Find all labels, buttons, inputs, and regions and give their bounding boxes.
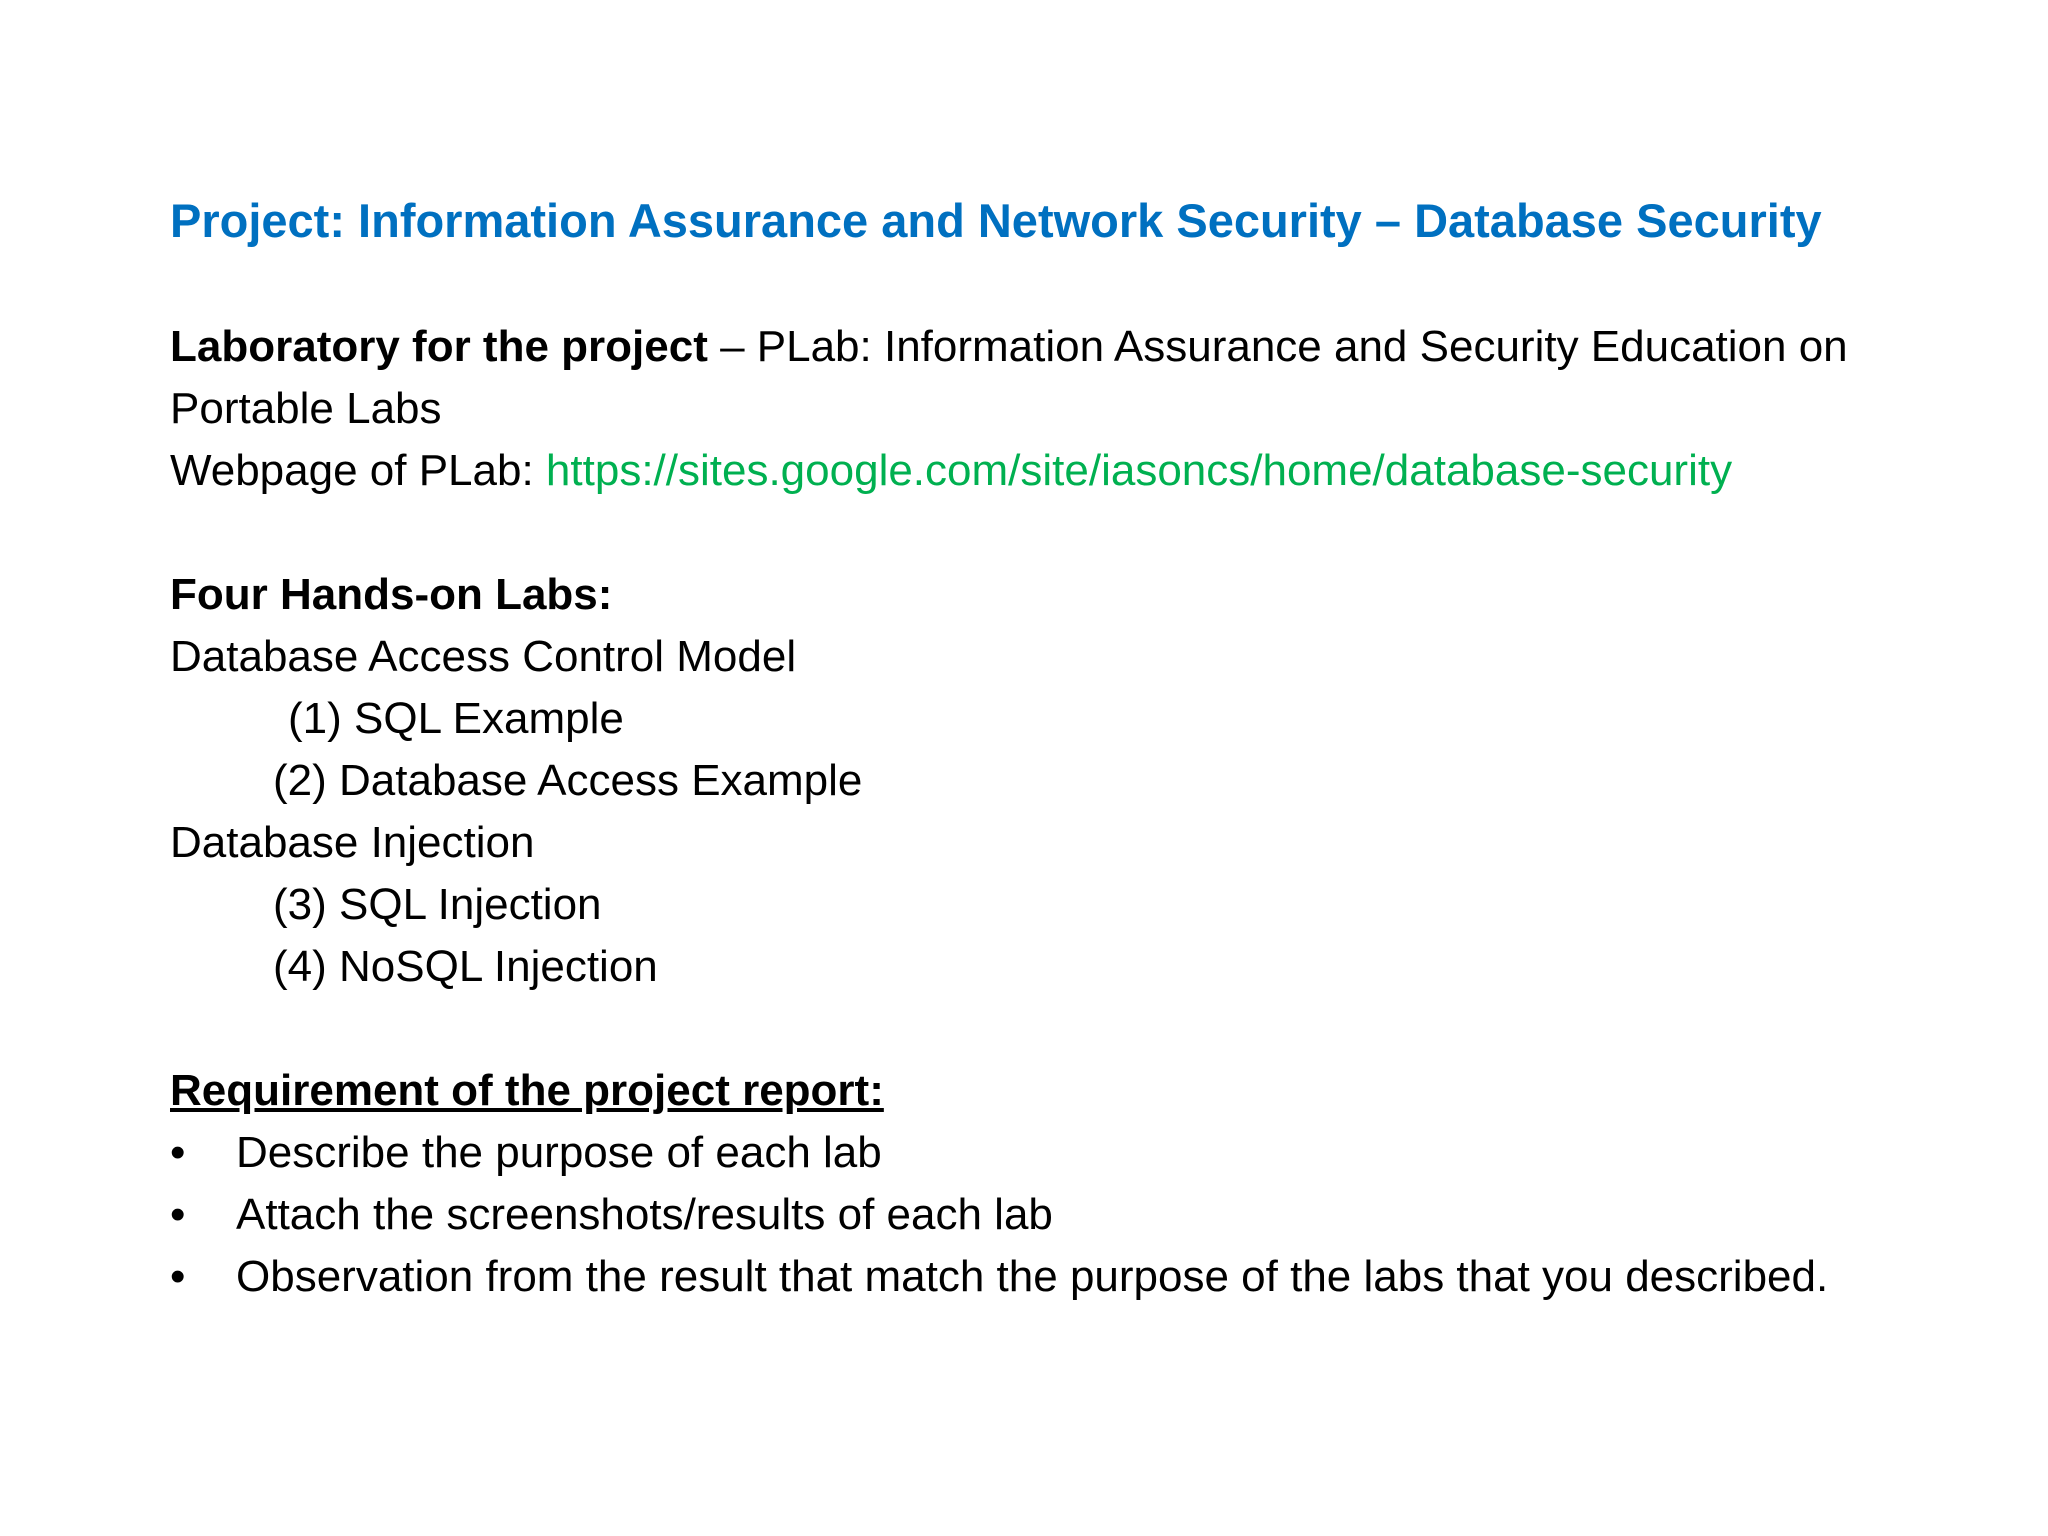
laboratory-label: Laboratory for the project	[170, 322, 708, 371]
lab-group-title: Database Injection	[170, 818, 535, 867]
webpage-label: Webpage of PLab:	[170, 446, 546, 495]
requirement-text: Attach the screenshots/results of each lab	[236, 1190, 1053, 1239]
laboratory-separator: –	[707, 322, 757, 371]
lab-group-title: Database Access Control Model	[170, 632, 797, 681]
requirement-item	[170, 1246, 2010, 1308]
requirement-item	[170, 1184, 2010, 1246]
laboratory-line-2	[170, 378, 2010, 440]
labs-heading: Four Hands-on Labs:	[170, 570, 613, 619]
webpage-line	[170, 440, 2010, 502]
requirement-text: Observation from the result that match the purpose of the labs that you described.	[236, 1252, 1829, 1301]
laboratory-line	[170, 316, 2010, 378]
lab-item: (3) SQL Injection	[273, 880, 602, 929]
laboratory-text-2: Portable Labs	[170, 384, 442, 433]
spacer	[170, 998, 2010, 1060]
requirement-text: Describe the purpose of each lab	[236, 1128, 882, 1177]
bullet-icon: •	[170, 1128, 186, 1177]
requirement-item	[170, 1122, 2010, 1184]
body-text	[170, 316, 2010, 1308]
laboratory-text-1: PLab: Information Assurance and Security Education on	[756, 322, 1848, 371]
bullet-icon: •	[170, 1190, 186, 1239]
requirements-heading: Requirement of the project report:	[170, 1066, 884, 1115]
spacer	[170, 252, 2010, 316]
slide-content	[170, 190, 2010, 1308]
webpage-link[interactable]: https://sites.google.com/site/iasoncs/home/database-security	[545, 446, 1733, 495]
lab-item: (1) SQL Example	[288, 694, 624, 743]
page-title: Project: Information Assurance and Network Security – Database Security	[170, 194, 1822, 247]
lab-item: (4) NoSQL Injection	[273, 942, 658, 991]
lab-item: (2) Database Access Example	[273, 756, 863, 805]
spacer	[170, 502, 2010, 564]
bullet-icon: •	[170, 1252, 186, 1301]
